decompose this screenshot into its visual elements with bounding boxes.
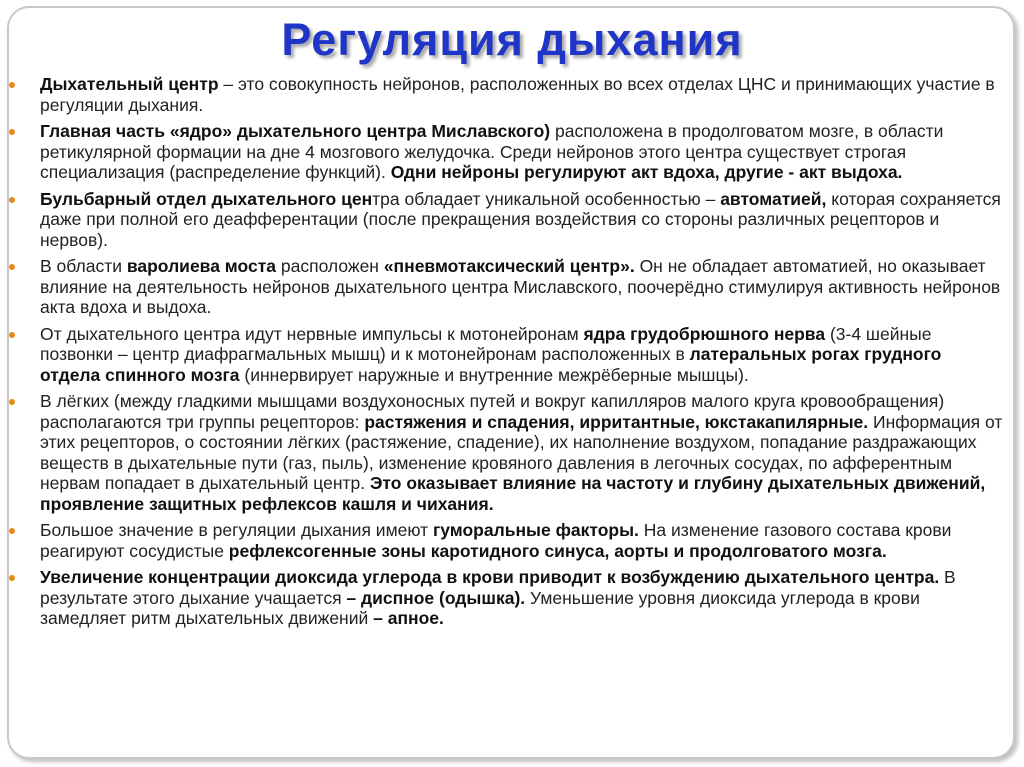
body-text: расположен <box>276 256 384 276</box>
bold-text: Главная часть «ядро» дыхательного центра Миславского) <box>40 121 551 141</box>
bullet-dot-icon <box>9 528 15 534</box>
bullet-item <box>40 324 1005 386</box>
bullet-item <box>40 567 1005 629</box>
bullet-item <box>40 520 1005 561</box>
bullet-item <box>40 189 1005 251</box>
body-text: На изменение газового состава крови реагируют сосудистые <box>40 520 952 561</box>
slide-title: Регуляция дыхания <box>281 14 743 65</box>
bullet-list <box>40 74 1005 635</box>
body-text: Уменьшение уровня диоксида углерода в крови замедляет ритм дыхательных движений <box>40 587 920 628</box>
bold-text: Одни нейроны регулируют акт вдоха, другие - акт выдоха. <box>390 162 903 182</box>
bold-text: – диспное (одышка). <box>346 587 526 608</box>
body-text: В лёгких (между гладкими мышцами воздухоносных путей и вокруг капилляров малого круга кровообращения) располагаются три группы рецепторов: <box>40 391 945 432</box>
body-text: В области <box>40 256 127 276</box>
bold-text: рефлексогенные зоны каротидного синуса, аорты и продолговатого мозга. <box>228 540 887 561</box>
bold-text: растяжения и спадения, ирритантные, юкстакапилярные. <box>364 411 869 432</box>
body-text: которая сохраняется даже при полной его деафферентации (после прекращения воздействия со стороны различных рецепторов и нервов). <box>40 188 1001 250</box>
bullet-item <box>40 391 1005 514</box>
body-text: В результате этого дыхание учащается <box>40 567 956 608</box>
bold-text: «пневмотаксический центр». <box>383 256 635 276</box>
bold-text: гуморальные факторы. <box>432 520 639 540</box>
bullet-item <box>40 74 1005 115</box>
bullet-dot-icon <box>9 264 15 270</box>
body-text: Информация от этих рецепторов, о состоянии лёгких (растяжение, спадение), их наполнение воздухом, попадание раздражающих веществ в дыхательные пути (газ, пыль), изменение кровяного давления в легочных сосудах, по афферентным нервам попадает в дыхательный центр. <box>40 411 1003 493</box>
bold-text: Бульбарный отдел дыхательного цен <box>40 188 373 209</box>
bold-text: – апное. <box>373 608 444 628</box>
bold-text: Дыхательный центр <box>40 74 219 94</box>
body-text: От дыхательного центра идут нервные импульсы к мотонейронам <box>40 323 584 344</box>
bullet-dot-icon <box>9 82 15 88</box>
bullet-dot-icon <box>9 575 15 581</box>
bullet-dot-icon <box>9 129 15 135</box>
bold-text: автоматией, <box>720 188 827 209</box>
bold-text: Это оказывает влияние на частоту и глубину дыхательных движений, проявление защитных рефлексов кашля и чихания. <box>40 473 986 514</box>
bullet-dot-icon <box>9 399 15 405</box>
body-text: – это совокупность нейронов, расположенных во всех отделах ЦНС и принимающих участие в регуляции дыхания. <box>40 74 995 115</box>
bullet-item <box>40 121 1005 183</box>
bullet-dot-icon <box>9 197 15 203</box>
bold-text: латеральных рогах грудного отдела спинного мозга <box>40 344 942 385</box>
bold-text: варолиева моста <box>126 256 277 276</box>
bold-text: Увеличение концентрации диоксида углерода в крови приводит к возбуждению дыхательного центра. <box>40 567 940 587</box>
bold-text: ядра грудобрюшного нерва <box>583 323 826 344</box>
bullet-item <box>40 256 1005 318</box>
body-text: Он не обладает автоматией, но оказывает влияние на деятельность нейронов дыхательного центра Миславского, поочерёдно стимулируя активность нейронов акта вдоха и выдоха. <box>40 256 1001 317</box>
body-text: (3-4 шейные позвонки – центр диафрагмальных мышц) и к мотонейронам расположенных в <box>40 323 932 364</box>
body-text: расположена в продолговатом мозге, в области ретикулярной формации на дне 4 мозгового желудочка. Среди нейронов этого центра существует строгая специализация (распределение функций). <box>40 121 944 182</box>
body-text: тра обладает уникальной особенностью – <box>372 188 721 209</box>
body-text: Большое значение в регуляции дыхания имеют <box>40 520 433 540</box>
body-text: (иннервирует наружные и внутренние межрёберные мышцы). <box>239 364 749 385</box>
bullet-dot-icon <box>9 332 15 338</box>
